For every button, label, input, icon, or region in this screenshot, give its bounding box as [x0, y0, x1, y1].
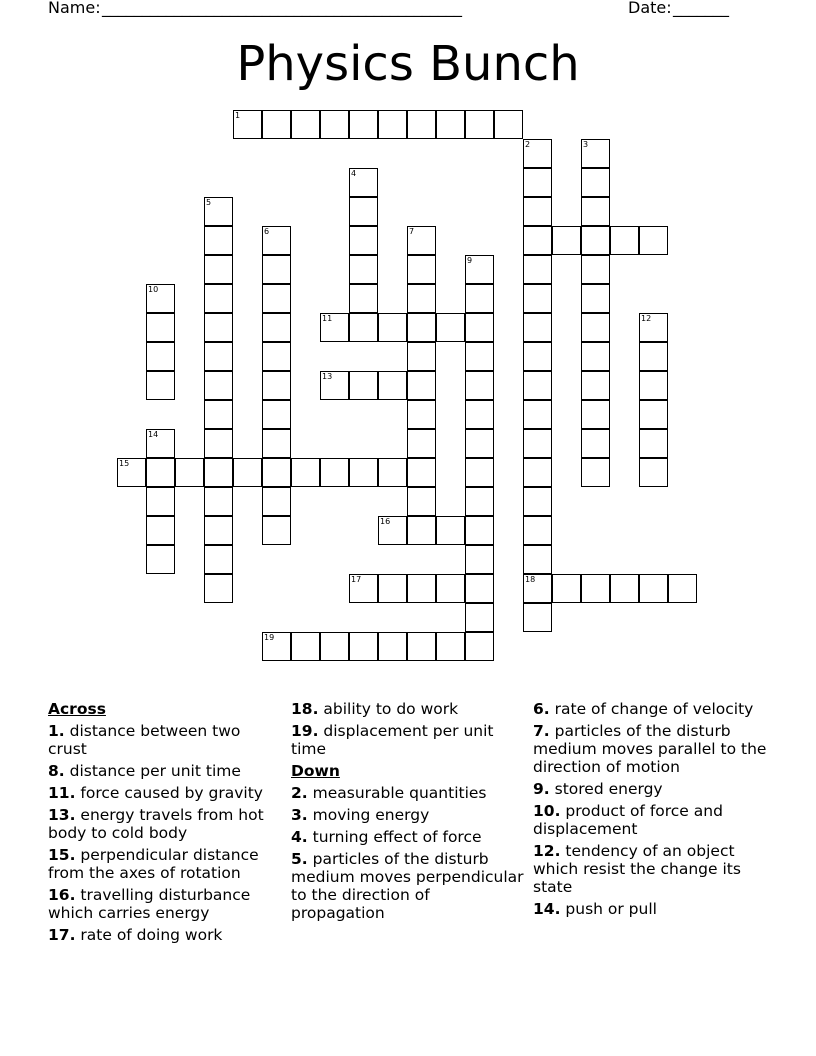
grid-cell[interactable] [465, 487, 494, 516]
clue-item-text: force caused by gravity [80, 784, 263, 802]
grid-cell[interactable] [436, 632, 465, 661]
clue-item-text: tendency of an object which resist the change its state [533, 842, 741, 896]
grid-cell[interactable] [465, 603, 494, 632]
clue-number: 5 [206, 198, 212, 207]
grid-cell[interactable] [465, 313, 494, 342]
grid-cell[interactable] [465, 545, 494, 574]
grid-cell[interactable] [262, 313, 291, 342]
clue-item-number: 8. [48, 762, 65, 780]
name-label: Name: [48, 0, 101, 17]
clue-item [291, 784, 527, 802]
clue-number: 2 [525, 140, 531, 149]
clue-item-text: moving energy [312, 806, 430, 824]
grid-cell[interactable] [581, 342, 610, 371]
clues-column-2 [291, 700, 527, 926]
clue-item-number: 3. [291, 806, 308, 824]
grid-cell[interactable] [349, 226, 378, 255]
grid-cell[interactable] [146, 313, 175, 342]
grid-cell[interactable] [465, 400, 494, 429]
grid-cell[interactable] [523, 284, 552, 313]
grid-cell[interactable] [581, 371, 610, 400]
grid-cell[interactable] [523, 429, 552, 458]
grid-cell[interactable] [349, 458, 378, 487]
clue-number: 18 [525, 575, 536, 584]
clue-item-text: particles of the disturb medium moves parallel to the direction of motion [533, 722, 767, 776]
grid-cell[interactable] [204, 400, 233, 429]
clue-section-heading: Down [291, 762, 340, 780]
clue-number: 12 [641, 314, 652, 323]
grid-cell[interactable] [581, 139, 610, 168]
grid-cell[interactable] [465, 516, 494, 545]
clue-item-number: 15. [48, 846, 76, 864]
clue-number: 6 [264, 227, 270, 236]
grid-cell[interactable] [465, 632, 494, 661]
clue-item-text: energy travels from hot body to cold body [48, 806, 264, 842]
grid-cell[interactable] [523, 342, 552, 371]
clue-item-text: measurable quantities [312, 784, 487, 802]
grid-cell[interactable] [465, 110, 494, 139]
grid-cell[interactable] [523, 545, 552, 574]
grid-cell[interactable] [204, 429, 233, 458]
clue-item-number: 17. [48, 926, 76, 944]
grid-cell[interactable] [523, 574, 552, 603]
clue-item-number: 16. [48, 886, 76, 904]
clue-item [533, 900, 769, 918]
grid-cell[interactable] [465, 284, 494, 313]
grid-cell[interactable] [349, 255, 378, 284]
grid-cell[interactable] [581, 284, 610, 313]
name-blank[interactable]: _____________________________________________ [102, 0, 462, 17]
grid-cell[interactable] [262, 110, 291, 139]
grid-cell[interactable] [465, 429, 494, 458]
grid-cell[interactable] [581, 400, 610, 429]
page-title: Physics Bunch [236, 36, 580, 92]
grid-cell[interactable] [436, 313, 465, 342]
clue-item-number: 10. [533, 802, 561, 820]
clue-item-text: push or pull [565, 900, 657, 918]
grid-cell[interactable] [610, 226, 639, 255]
clue-item [533, 780, 769, 798]
grid-cell[interactable] [523, 371, 552, 400]
clue-item-number: 14. [533, 900, 561, 918]
grid-cell[interactable] [407, 255, 436, 284]
grid-cell[interactable] [523, 516, 552, 545]
clue-number: 3 [583, 140, 589, 149]
grid-cell[interactable] [407, 313, 436, 342]
clue-item-text: distance per unit time [69, 762, 241, 780]
clue-section-heading: Across [48, 700, 106, 718]
grid-cell[interactable] [262, 342, 291, 371]
grid-cell[interactable] [668, 574, 697, 603]
clue-item-number: 2. [291, 784, 308, 802]
grid-cell[interactable] [465, 371, 494, 400]
grid-cell[interactable] [378, 110, 407, 139]
grid-cell[interactable] [349, 284, 378, 313]
grid-cell[interactable] [581, 458, 610, 487]
grid-cell[interactable] [349, 197, 378, 226]
clue-item [48, 722, 284, 758]
clue-item [48, 784, 284, 802]
grid-cell[interactable] [349, 632, 378, 661]
grid-cell[interactable] [552, 226, 581, 255]
grid-cell[interactable] [291, 458, 320, 487]
grid-cell[interactable] [639, 342, 668, 371]
clue-item [291, 850, 527, 922]
clue-item [291, 722, 527, 758]
clue-number: 19 [264, 633, 275, 642]
clue-item [48, 762, 284, 780]
clue-number: 16 [380, 517, 391, 526]
clue-item-number: 6. [533, 700, 550, 718]
clue-item-text: turning effect of force [312, 828, 482, 846]
grid-cell[interactable] [262, 458, 291, 487]
clue-number: 7 [409, 227, 415, 236]
clue-item-number: 9. [533, 780, 550, 798]
clue-item-text: particles of the disturb medium moves perpendicular to the direction of propagation [291, 850, 524, 922]
grid-cell[interactable] [146, 284, 175, 313]
grid-cell[interactable] [523, 487, 552, 516]
grid-cell[interactable] [291, 110, 320, 139]
clue-item [291, 828, 527, 846]
grid-cell[interactable] [581, 168, 610, 197]
clue-item-number: 18. [291, 700, 319, 718]
grid-cell[interactable] [320, 632, 349, 661]
clue-item [48, 846, 284, 882]
grid-cell[interactable] [262, 226, 291, 255]
clue-item-text: rate of change of velocity [554, 700, 754, 718]
grid-cell[interactable] [407, 371, 436, 400]
grid-cell[interactable] [407, 342, 436, 371]
grid-cell[interactable] [320, 371, 349, 400]
grid-cell[interactable] [494, 110, 523, 139]
clue-item [533, 700, 769, 718]
clue-item-text: distance between two crust [48, 722, 241, 758]
grid-cell[interactable] [378, 516, 407, 545]
clue-item [533, 802, 769, 838]
grid-cell[interactable] [262, 516, 291, 545]
grid-cell[interactable] [407, 400, 436, 429]
grid-cell[interactable] [320, 110, 349, 139]
grid-cell[interactable] [349, 313, 378, 342]
grid-cell[interactable] [291, 632, 320, 661]
clue-number: 10 [148, 285, 159, 294]
clue-number: 17 [351, 575, 362, 584]
grid-cell[interactable] [523, 458, 552, 487]
clue-number: 1 [235, 111, 241, 120]
grid-cell[interactable] [262, 429, 291, 458]
grid-cell[interactable] [639, 226, 668, 255]
grid-cell[interactable] [581, 313, 610, 342]
clue-item-text: travelling disturbance which carries energy [48, 886, 251, 922]
clue-item [533, 842, 769, 896]
date-blank[interactable]: _______ [673, 0, 729, 17]
grid-cell[interactable] [262, 400, 291, 429]
grid-cell[interactable] [349, 110, 378, 139]
grid-cell[interactable] [378, 313, 407, 342]
grid-cell[interactable] [465, 342, 494, 371]
clue-item-text: stored energy [554, 780, 663, 798]
grid-cell[interactable] [378, 371, 407, 400]
grid-cell[interactable] [436, 516, 465, 545]
grid-cell[interactable] [436, 110, 465, 139]
grid-cell[interactable] [523, 168, 552, 197]
clue-item [48, 806, 284, 842]
grid-cell[interactable] [378, 458, 407, 487]
clue-item-number: 1. [48, 722, 65, 740]
grid-cell[interactable] [146, 545, 175, 574]
grid-cell[interactable] [262, 632, 291, 661]
grid-cell[interactable] [262, 284, 291, 313]
clue-item-number: 13. [48, 806, 76, 824]
grid-cell[interactable] [262, 487, 291, 516]
clue-item [291, 806, 527, 824]
grid-cell[interactable] [523, 197, 552, 226]
grid-cell[interactable] [204, 516, 233, 545]
grid-cell[interactable] [581, 574, 610, 603]
grid-cell[interactable] [146, 342, 175, 371]
grid-cell[interactable] [523, 313, 552, 342]
grid-cell[interactable] [146, 429, 175, 458]
grid-cell[interactable] [581, 255, 610, 284]
clue-item-number: 7. [533, 722, 550, 740]
grid-cell[interactable] [523, 400, 552, 429]
grid-cell[interactable] [175, 458, 204, 487]
grid-cell[interactable] [378, 632, 407, 661]
clue-item-text: rate of doing work [80, 926, 223, 944]
grid-cell[interactable] [204, 284, 233, 313]
grid-cell[interactable] [639, 371, 668, 400]
grid-cell[interactable] [204, 545, 233, 574]
grid-cell[interactable] [465, 255, 494, 284]
grid-cell[interactable] [262, 371, 291, 400]
clue-item-text: product of force and displacement [533, 802, 723, 838]
clue-item-number: 11. [48, 784, 76, 802]
grid-cell[interactable] [610, 574, 639, 603]
clue-item [48, 886, 284, 922]
grid-cell[interactable] [523, 139, 552, 168]
grid-cell[interactable] [204, 197, 233, 226]
grid-cell[interactable] [639, 574, 668, 603]
clue-item-text: ability to do work [323, 700, 459, 718]
grid-cell[interactable] [204, 313, 233, 342]
grid-cell[interactable] [146, 516, 175, 545]
clue-number: 14 [148, 430, 159, 439]
grid-cell[interactable] [436, 574, 465, 603]
grid-cell[interactable] [320, 313, 349, 342]
clue-number: 15 [119, 459, 130, 468]
grid-cell[interactable] [407, 458, 436, 487]
grid-cell[interactable] [233, 110, 262, 139]
grid-cell[interactable] [146, 487, 175, 516]
grid-cell[interactable] [146, 458, 175, 487]
grid-cell[interactable] [407, 110, 436, 139]
grid-cell[interactable] [204, 458, 233, 487]
clues-column-3 [533, 700, 769, 922]
grid-cell[interactable] [552, 574, 581, 603]
grid-cell[interactable] [465, 574, 494, 603]
clue-item [533, 722, 769, 776]
grid-cell[interactable] [204, 255, 233, 284]
grid-cell[interactable] [146, 371, 175, 400]
clue-item-text: perpendicular distance from the axes of rotation [48, 846, 259, 882]
grid-cell[interactable] [407, 487, 436, 516]
grid-cell[interactable] [204, 226, 233, 255]
grid-cell[interactable] [465, 458, 494, 487]
grid-cell[interactable] [523, 603, 552, 632]
grid-cell[interactable] [581, 226, 610, 255]
clue-item [48, 926, 284, 944]
grid-cell[interactable] [407, 632, 436, 661]
clue-number: 13 [322, 372, 333, 381]
grid-cell[interactable] [204, 342, 233, 371]
grid-cell[interactable] [204, 371, 233, 400]
grid-cell[interactable] [407, 574, 436, 603]
grid-cell[interactable] [349, 574, 378, 603]
clue-item-text: displacement per unit time [291, 722, 494, 758]
grid-cell[interactable] [262, 255, 291, 284]
grid-cell[interactable] [407, 429, 436, 458]
grid-cell[interactable] [233, 458, 262, 487]
grid-cell[interactable] [581, 197, 610, 226]
clue-item-number: 19. [291, 722, 319, 740]
clue-number: 9 [467, 256, 473, 265]
clue-item [291, 700, 527, 718]
grid-cell[interactable] [320, 458, 349, 487]
grid-cell[interactable] [204, 487, 233, 516]
grid-cell[interactable] [349, 371, 378, 400]
clue-item-number: 12. [533, 842, 561, 860]
clue-item-number: 5. [291, 850, 308, 868]
grid-cell[interactable] [581, 429, 610, 458]
grid-cell[interactable] [523, 226, 552, 255]
grid-cell[interactable] [639, 458, 668, 487]
grid-cell[interactable] [407, 516, 436, 545]
clue-number: 4 [351, 169, 357, 178]
date-label: Date: [628, 0, 672, 17]
grid-cell[interactable] [639, 313, 668, 342]
grid-cell[interactable] [407, 226, 436, 255]
grid-cell[interactable] [378, 574, 407, 603]
grid-cell[interactable] [117, 458, 146, 487]
clue-number: 11 [322, 314, 333, 323]
grid-cell[interactable] [349, 168, 378, 197]
grid-cell[interactable] [407, 284, 436, 313]
clues-column-1 [48, 700, 284, 948]
grid-cell[interactable] [639, 400, 668, 429]
grid-cell[interactable] [639, 429, 668, 458]
clue-item-number: 4. [291, 828, 308, 846]
grid-cell[interactable] [523, 255, 552, 284]
grid-cell[interactable] [204, 574, 233, 603]
